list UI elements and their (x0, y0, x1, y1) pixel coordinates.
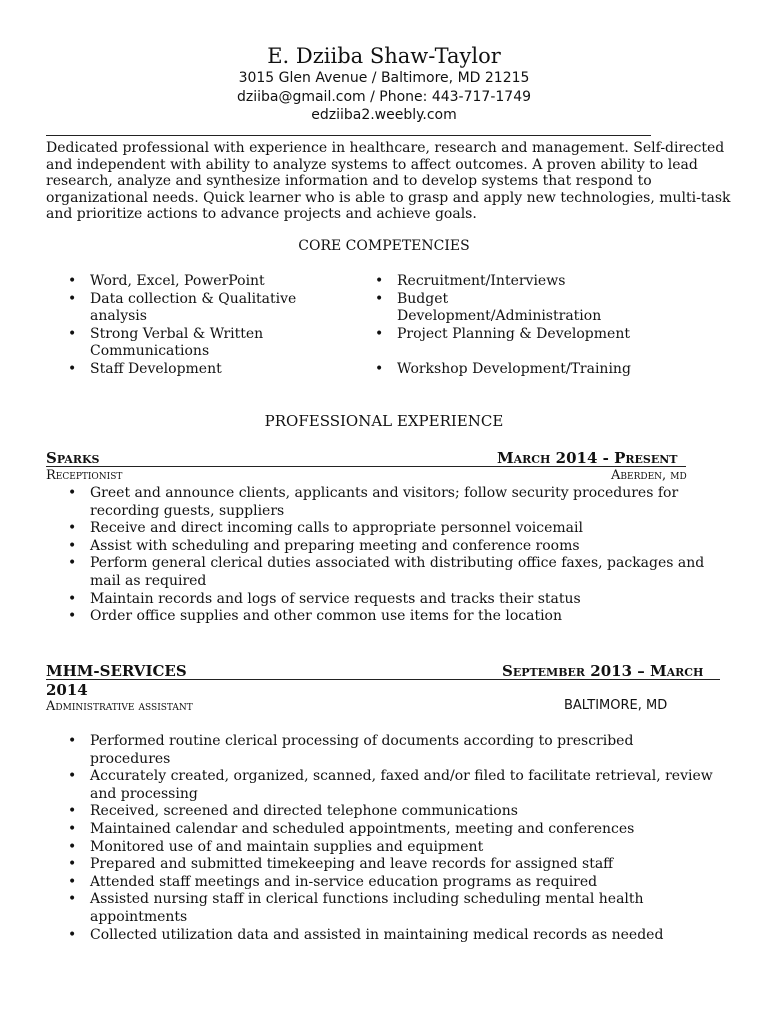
list-item: • Monitored use of and maintain supplies and equipment (66, 839, 716, 857)
job-location: BALTIMORE, MD (564, 698, 668, 713)
list-item: • Perform general clerical duties associated with distributing office faxes, packages and mail as required (66, 555, 716, 590)
website-line: edziiba2.weebly.com (311, 107, 457, 123)
job-employer: MHM-SERVICES (46, 662, 187, 680)
list-item: • Assisted nursing staff in clerical functions including scheduling mental health appointments (66, 891, 716, 926)
list-item: • Received, screened and directed telephone communications (66, 803, 716, 821)
job-dates-continued: 2014 (46, 681, 88, 699)
competencies-right-list (373, 273, 633, 379)
professional-experience-heading: PROFESSIONAL EXPERIENCE (264, 412, 504, 430)
job-duties-list (66, 485, 716, 626)
list-item: • Order office supplies and other common use items for the location (66, 608, 716, 626)
list-item: • Word, Excel, PowerPoint (66, 273, 316, 291)
job-dates: March 2014 - Present (497, 449, 678, 467)
list-item: • Performed routine clerical processing of documents according to prescribed procedures (66, 733, 716, 768)
list-item: • Receive and direct incoming calls to appropriate personnel voicemail (66, 520, 716, 538)
competencies-left-list (66, 273, 316, 379)
list-item: • Project Planning & Development (373, 326, 633, 361)
list-item: • Staff Development (66, 361, 316, 379)
core-competencies-heading: CORE COMPETENCIES (298, 238, 470, 254)
professional-summary: Dedicated professional with experience in healthcare, research and management. Self-directed and independent with ability to analyze systems to affect outcomes. A proven ability to lead research, analyze and synthesize information and to develop systems that respond to organizational needs. Quick learner who is able to grasp and apply new technologies, multi-task and prioritize actions to advance projects and achieve goals. (46, 140, 731, 223)
job-location: Aberden, md (611, 468, 687, 483)
list-item: • Strong Verbal & Written Communications (66, 326, 316, 361)
header-divider (46, 135, 651, 136)
list-item: • Maintained calendar and scheduled appointments, meeting and conferences (66, 821, 716, 839)
address-line: 3015 Glen Avenue / Baltimore, MD 21215 (238, 70, 530, 86)
list-item: • Prepared and submitted timekeeping and leave records for assigned staff (66, 856, 716, 874)
list-item: • Data collection & Qualitative analysis (66, 291, 316, 326)
list-item: • Budget Development/Administration (373, 291, 597, 326)
job-divider (46, 679, 720, 680)
job-divider (46, 466, 686, 467)
list-item: • Recruitment/Interviews (373, 273, 633, 291)
email-phone-line: dziiba@gmail.com / Phone: 443-717-1749 (236, 89, 532, 105)
job-duties-list (66, 733, 716, 944)
list-item: • Attended staff meetings and in-service education programs as required (66, 874, 716, 892)
list-item: • Collected utilization data and assisted in maintaining medical records as needed (66, 927, 716, 945)
job-role: Administrative assistant (46, 699, 193, 714)
list-item: • Accurately created, organized, scanned, faxed and/or filed to facilitate retrieval, review and processing (66, 768, 716, 803)
job-role: Receptionist (46, 468, 123, 483)
job-dates: September 2013 – March (502, 662, 704, 680)
job-employer: Sparks (46, 449, 100, 467)
list-item: • Workshop Development/Training (373, 361, 633, 379)
resume-name: E. Dziiba Shaw-Taylor (267, 44, 501, 68)
list-item: • Assist with scheduling and preparing meeting and conference rooms (66, 538, 716, 556)
list-item: • Maintain records and logs of service requests and tracks their status (66, 591, 716, 609)
list-item: • Greet and announce clients, applicants and visitors; follow security procedures for recording guests, suppliers (66, 485, 716, 520)
